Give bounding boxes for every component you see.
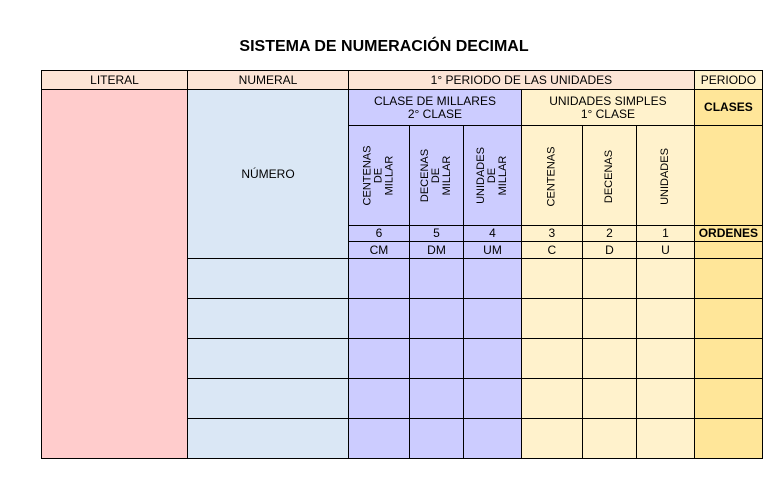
order-name-d: DECENAS <box>582 126 636 226</box>
clase-millares-line2: 2° CLASE <box>407 106 463 121</box>
page-title: SISTEMA DE NUMERACIÓN DECIMAL <box>239 38 529 55</box>
header-periodo-unidades: 1° PERIODO DE LAS UNIDADES <box>349 71 695 90</box>
order-num-d: 2 <box>582 226 636 242</box>
numero-label: NÚMERO <box>188 90 349 259</box>
literal-column <box>42 90 188 459</box>
header-periodo: PERIODO <box>694 71 762 90</box>
clase-unidades <box>521 90 694 126</box>
clases-label: CLASES <box>694 90 762 126</box>
header-literal: LITERAL <box>42 71 188 90</box>
order-name-u: UNIDADES <box>637 126 695 226</box>
header-numeral: NUMERAL <box>188 71 349 90</box>
order-abbr-u: U <box>637 242 695 259</box>
order-abbr-d: D <box>582 242 636 259</box>
abbr-spacer <box>694 242 762 259</box>
order-name-um: UNIDADES DE MILLAR <box>464 126 522 226</box>
order-abbr-c: C <box>521 242 582 259</box>
order-num-dm: 5 <box>409 226 463 242</box>
order-abbr-um: UM <box>464 242 522 259</box>
order-num-c: 3 <box>521 226 582 242</box>
order-name-dm: DECENAS DE MILLAR <box>409 126 463 226</box>
clase-unidades-line2: 1° CLASE <box>580 106 635 121</box>
clase-unidades-line1: UNIDADES SIMPLES <box>549 93 667 108</box>
numeration-table <box>41 70 763 459</box>
order-num-u: 1 <box>637 226 695 242</box>
ordenes-label: ORDENES <box>694 226 762 242</box>
order-num-cm: 6 <box>349 226 410 242</box>
order-name-cm: CENTENAS DE MILLAR <box>349 126 410 226</box>
order-num-um: 4 <box>464 226 522 242</box>
clase-millares-line1: CLASE DE MILLARES <box>373 93 496 108</box>
order-abbr-dm: DM <box>409 242 463 259</box>
clase-millares <box>349 90 522 126</box>
order-abbr-cm: CM <box>349 242 410 259</box>
order-name-c: CENTENAS <box>521 126 582 226</box>
clases-spacer <box>694 126 762 226</box>
